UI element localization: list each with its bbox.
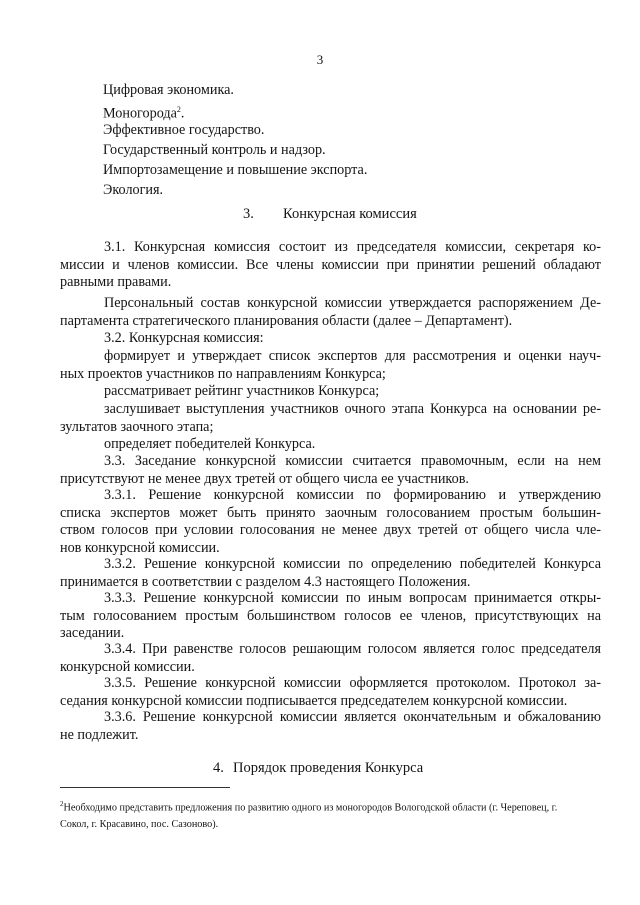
- clause-3-2: [60, 330, 601, 348]
- list-item: Моногорода$^2$.: [103, 105, 185, 122]
- section-3-heading: [243, 206, 417, 223]
- text-line: 3.3.3. Решение конкурсной комиссии по иным вопросам принимается откры-: [104, 590, 601, 606]
- section-title: Порядок проведения Конкурса: [233, 760, 424, 776]
- text-line: 3.3.2. Решение конкурсной комиссии по определению победителей Конкурса: [104, 556, 601, 572]
- text-line: принимается в соответствии с разделом 4.3 настоящего Положения.: [60, 573, 471, 590]
- text-line: рассматривает рейтинг участников Конкурса;: [104, 383, 380, 399]
- footnote: [60, 796, 608, 833]
- footnote-line: $^2$Необходимо представить предложения по развитию одного из моногородов Вологодской области (г. Череповец, г.: [60, 800, 558, 814]
- text-line: присутствуют не менее двух третей от общего числа ее участников.: [60, 470, 469, 487]
- clause-3-2-item-a: [60, 348, 601, 383]
- text-line: списка экспертов может быть принято заочным голосованием простым большин-: [60, 504, 601, 521]
- footnote-mark: 2: [60, 800, 64, 808]
- section-title: Конкурсная комиссия: [283, 206, 417, 222]
- text-line: 3.2. Конкурсная комиссия:: [104, 330, 264, 346]
- text-line: не подлежит.: [60, 726, 139, 743]
- clause-3-3-6: [60, 709, 601, 744]
- text-line: тым голосованием простым большинством голосов ее членов, присутствующих на: [60, 607, 601, 624]
- text-line: 3.1. Конкурсная комиссия состоит из председателя комиссии, секретаря ко-: [104, 239, 601, 255]
- text-line: определяет победителей Конкурса.: [104, 436, 316, 452]
- text-line: формирует и утверждает список экспертов для рассмотрения и оценки науч-: [104, 348, 601, 364]
- text-line: ных проектов участников по направлениям Конкурса;: [60, 365, 386, 382]
- list-item: Цифровая экономика.: [103, 82, 234, 98]
- text-line: зультатов заочного этапа;: [60, 418, 214, 435]
- clause-3-3-2: [60, 556, 601, 591]
- text-line: 3.3.1. Решение конкурсной комиссии по формированию и утверждению: [104, 487, 601, 503]
- text-line: 3.3.4. При равенстве голосов решающим голосом является голос председателя: [104, 641, 601, 657]
- clause-3-3: [60, 453, 601, 488]
- clause-3-2-item-c: [60, 401, 601, 436]
- text-line: 3.3.5. Решение конкурсной комиссии оформляется протоколом. Протокол за-: [104, 675, 601, 691]
- text-line: Персональный состав конкурсной комиссии утверждается распоряжением Де-: [104, 295, 601, 311]
- footnote-separator: [60, 787, 230, 788]
- text-line: нов конкурсной комиссии.: [60, 539, 220, 556]
- list-item: Экология.: [103, 182, 164, 198]
- text-line: конкурсной комиссии.: [60, 658, 195, 675]
- clause-3-2-item-d: [60, 436, 601, 454]
- directions-list: [103, 80, 367, 200]
- clause-3-1: [60, 239, 601, 292]
- clause-3-3-3: [60, 590, 601, 643]
- clause-3-3-4: [60, 641, 601, 676]
- text-line: заслушивает выступления участников очного этапа Конкурса на основании ре-: [104, 401, 601, 417]
- text-line: равными правами.: [60, 274, 172, 290]
- text-line: седания конкурсной комиссии подписывается председателем конкурсной комиссии.: [60, 692, 568, 709]
- text-line: ством голосов при условии голосования не менее двух третей от общего числа чле-: [60, 522, 601, 538]
- text-line: 3.3. Заседание конкурсной комиссии считается правомочным, если на нем: [104, 453, 601, 469]
- list-item: Эффективное государство.: [103, 122, 265, 138]
- list-item: Импортозамещение и повышение экспорта.: [103, 162, 368, 178]
- list-item: Государственный контроль и надзор.: [103, 142, 326, 158]
- section-number: 3.: [243, 206, 254, 222]
- footnote-line: Сокол, г. Красавино, пос. Сазоново).: [60, 819, 219, 831]
- clause-3-3-1: [60, 487, 601, 557]
- footnote-reference: 2: [176, 105, 181, 114]
- text-line: заседании.: [60, 625, 125, 641]
- text-line: 3.3.6. Решение конкурсной комиссии является окончательным и обжалованию: [104, 709, 601, 725]
- clause-3-1-composition: [60, 295, 601, 330]
- clause-3-2-item-b: [60, 383, 601, 401]
- page-number: 3: [316, 52, 324, 67]
- text-line: партамента стратегического планирования области (далее – Департамент).: [60, 312, 513, 329]
- section-4-heading: [213, 760, 423, 777]
- clause-3-3-5: [60, 675, 601, 710]
- section-number: 4.: [213, 760, 224, 776]
- text-line: миссии и членов комиссии. Все члены комиссии при принятии решений обладают: [60, 256, 601, 273]
